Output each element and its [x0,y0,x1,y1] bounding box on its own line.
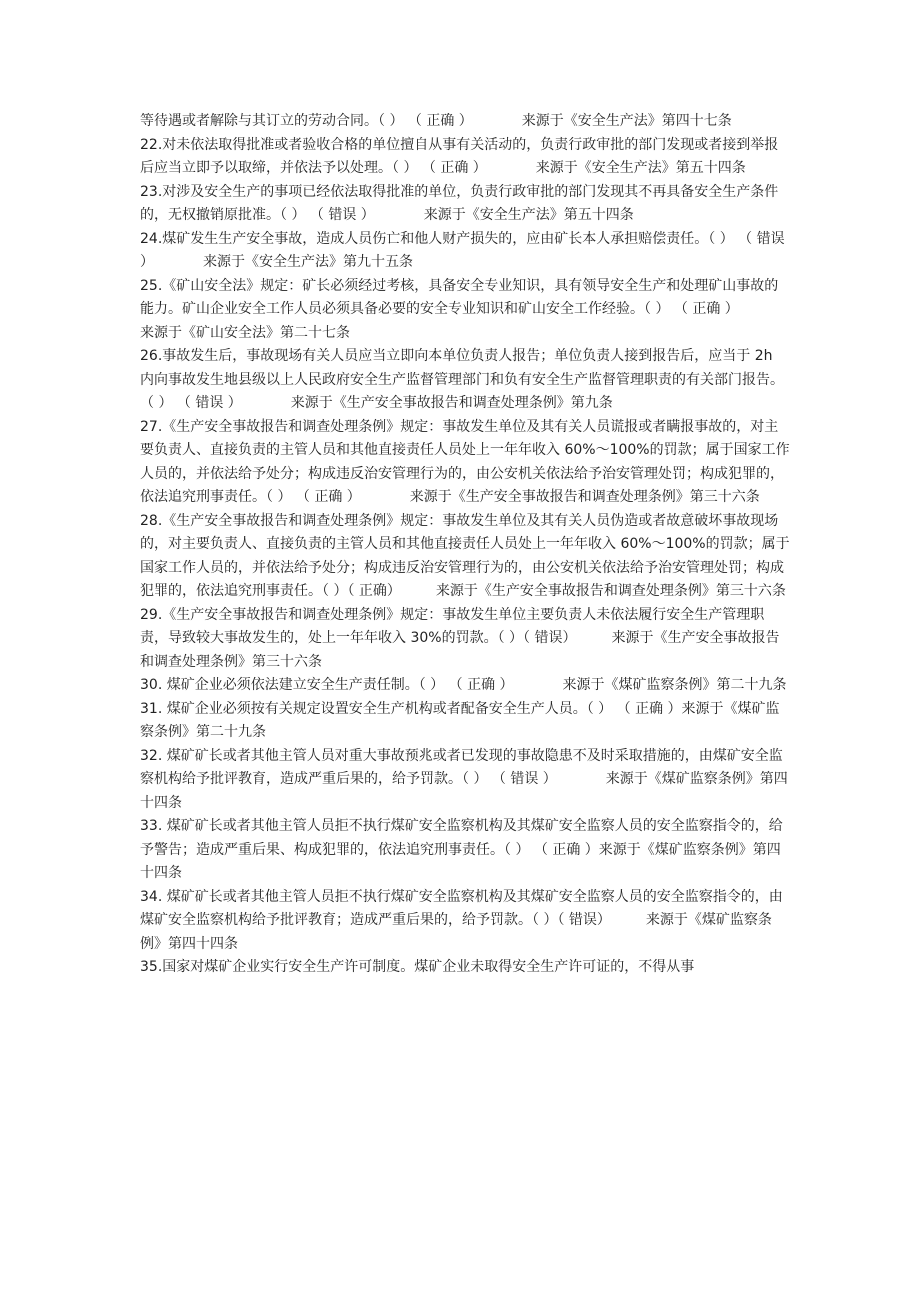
question-32: 32. 煤矿矿长或者其他主管人员对重大事故预兆或者已发现的事故隐患不及时采取措施的，由煤矿安全监察机构给予批评教育，造成严重后果的，给予罚款。（ ） （ 错误 ） 来源于《煤矿监察条例》第四十四条 [140,747,788,811]
paragraph-continuation: 等待遇或者解除与其订立的劳动合同。（ ） （ 正确 ） 来源于《安全生产法》第四十七条 [140,113,732,129]
question-31: 31. 煤矿企业必须按有关规定设置安全生产机构或者配备安全生产人员。（ ） （ 正确 ）来源于《煤矿监察条例》第二十九条 [140,700,780,740]
question-28: 28.《生产安全事故报告和调查处理条例》规定：事故发生单位及其有关人员伪造或者故意破坏事故现场的，对主要负责人、直接负责的主管人员和其他直接责任人员处上一年年收入 60%～100%的罚款；属于国家工作人员的，并依法给予处分；构成违反治安管理行为的，由公安机关依法给予治安管理处罚；构成犯罪的，依法追究刑事责任。（ ）（ 正确） 来源于《生产安全事故报告和调查处理条例》第三十六条 [140,512,790,599]
question-35: 35.国家对煤矿企业实行安全生产许可制度。煤矿企业未取得安全生产许可证的，不得从事 [140,959,695,975]
question-29: 29.《生产安全事故报告和调查处理条例》规定：事故发生单位主要负责人未依法履行安全生产管理职责，导致较大事故发生的，处上一年年收入 30%的罚款。（ ）（ 错误） 来源于《生产安全事故报告和调查处理条例》第三十六条 [140,606,780,670]
question-30: 30. 煤矿企业必须依法建立安全生产责任制。（ ） （ 正确 ） 来源于《煤矿监察条例》第二十九条 [140,677,787,693]
question-26: 26.事故发生后，事故现场有关人员应当立即向本单位负责人报告；单位负责人接到报告后，应当于 2h 内向事故发生地县级以上人民政府安全生产监督管理部门和负有安全生产监督管理职责的有关部门报告。（ ） （ 错误 ） 来源于《生产安全事故报告和调查处理条例》第九条 [140,348,784,411]
question-23: 23.对涉及安全生产的事项已经依法取得批准的单位，负责行政审批的部门发现其不再具备安全生产条件的，无权撤销原批准。（ ） （ 错误 ） 来源于《安全生产法》第五十四条 [140,183,779,223]
question-27: 27.《生产安全事故报告和调查处理条例》规定：事故发生单位及其有关人员谎报或者瞒报事故的，对主要负责人、直接负责的主管人员和其他直接责任人员处上一年年收入 60%～100%的罚款；属于国家工作人员的，并依法给予处分；构成违反治安管理行为的，由公安机关依法给予治安管理处罚；构成犯罪的，依法追究刑事责任。（ ） （ 正确 ） 来源于《生产安全事故报告和调查处理条例》第三十六条 [140,418,790,505]
question-34: 34. 煤矿矿长或者其他主管人员拒不执行煤矿安全监察机构及其煤矿安全监察人员的安全监察指令的，由煤矿安全监察机构给予批评教育；造成严重后果的，给予罚款。（ ）（ 错误） 来源于《煤矿监察条例》第四十四条 [140,888,783,952]
question-25: 25.《矿山安全法》规定：矿长必须经过考核，具备安全专业知识，具有领导安全生产和处理矿山事故的能力。矿山企业安全工作人员必须具备必要的安全专业知识和矿山安全工作经验。（ ） （ 正确 ） 来源于《矿山安全法》第二十七条 [140,277,788,341]
document-body [140,110,790,980]
question-24: 24.煤矿发生生产安全事故，造成人员伤亡和他人财产损失的，应由矿长本人承担赔偿责任。（ ） （ 错误 ） 来源于《安全生产法》第九十五条 [140,230,785,270]
question-22: 22.对未依法取得批准或者验收合格的单位擅自从事有关活动的，负责行政审批的部门发现或者接到举报后应当立即予以取缔，并依法予以处理。（ ） （ 正确 ） 来源于《安全生产法》第五十四条 [140,136,779,176]
question-33: 33. 煤矿矿长或者其他主管人员拒不执行煤矿安全监察机构及其煤矿安全监察人员的安全监察指令的，给予警告；造成严重后果、构成犯罪的，依法追究刑事责任。（ ） （ 正确 ）来源于《煤矿监察条例》第四十四条 [140,818,783,881]
